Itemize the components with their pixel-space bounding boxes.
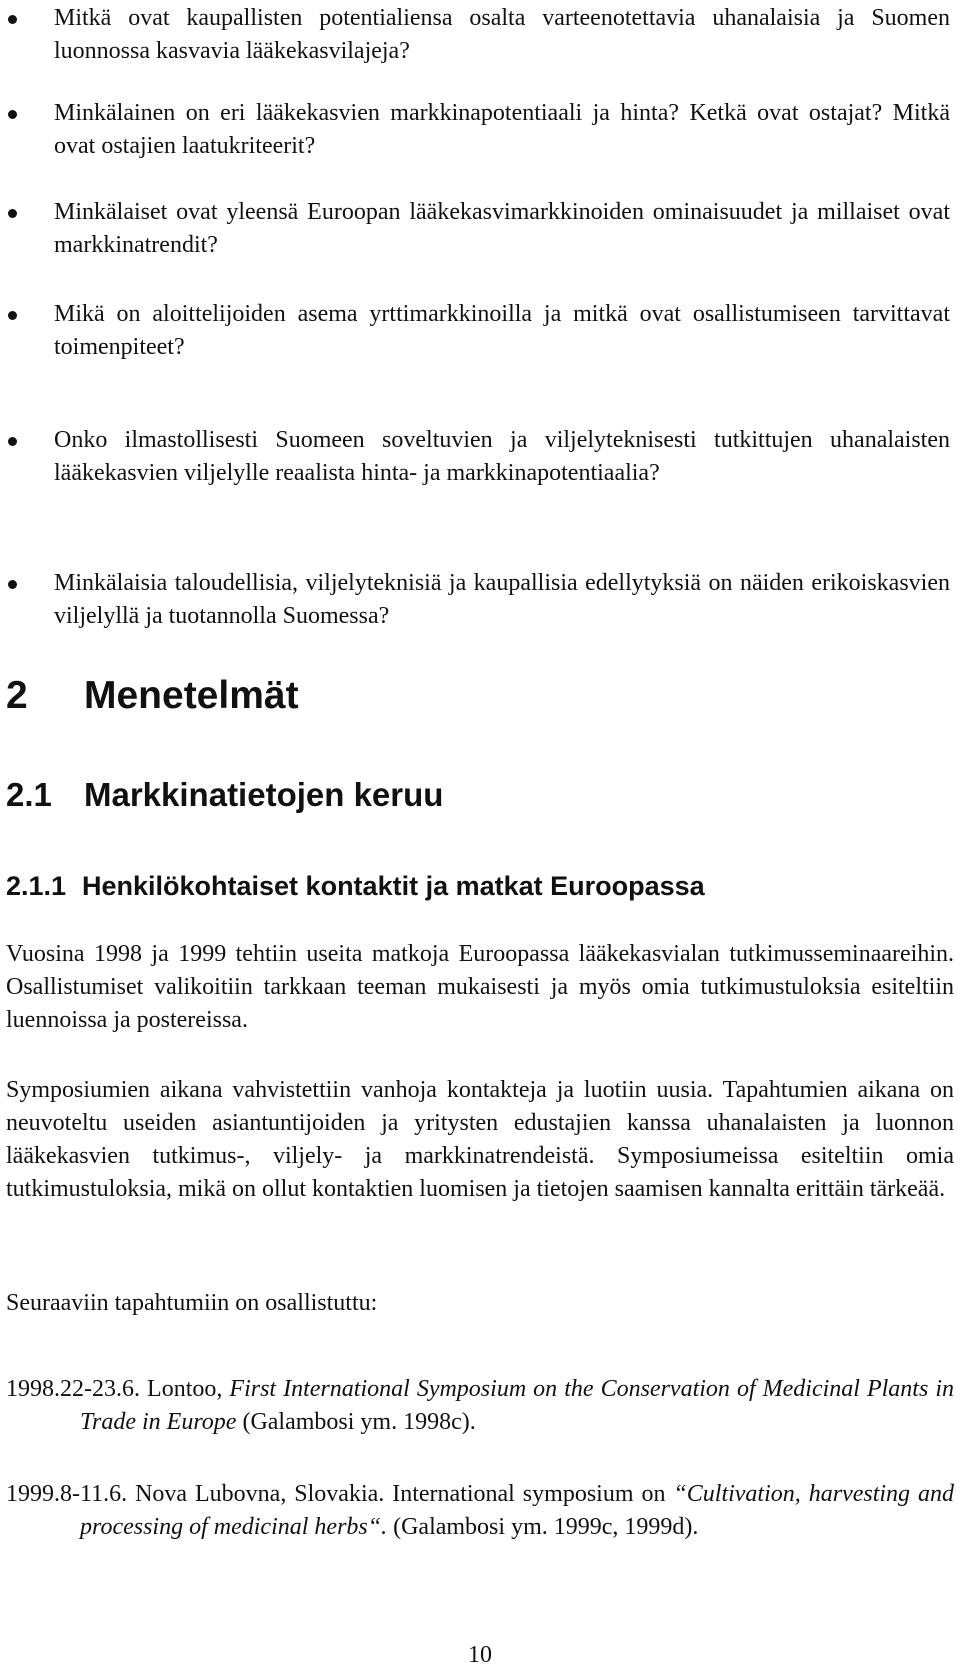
list-item-text: Mitkä ovat kaupallisten potentialiensa osalta varteenotettavia uhanalaisia ja Suomen luonnossa kasvavia lääkekasvilajeja?: [54, 5, 950, 64]
reference-citation: (Galambosi ym. 1998c).: [242, 1409, 476, 1435]
bullet-icon: [8, 437, 17, 446]
body-paragraph: Seuraaviin tapahtumiin on osallistuttu:: [6, 1290, 378, 1316]
reference-place: Lontoo,: [147, 1376, 223, 1402]
list-item-text: Minkälaiset ovat yleensä Euroopan lääkekasvimarkkinoiden ominaisuudet ja millaiset ovat markkinatrendit?: [54, 199, 950, 258]
reference-place: Nova Lubovna, Slovakia. International symposium on: [135, 1481, 666, 1507]
section-title: Menetelmät: [84, 674, 299, 717]
bullet-icon: [8, 15, 17, 24]
body-paragraph: Vuosina 1998 ja 1999 tehtiin useita matkoja Euroopassa lääkekasvialan tutkimusseminaareihin. Osallistumiset valikoitiin tarkkaan teeman mukaisesti ja myös omia tutkimustuloksia esiteltiin luennoissa ja postereissa.: [6, 941, 954, 1033]
reference-entry: [6, 1373, 954, 1439]
bullet-icon: [8, 209, 17, 218]
reference-citation: (Galambosi ym. 1999c, 1999d).: [393, 1514, 699, 1540]
list-item-text: Minkälainen on eri lääkekasvien markkinapotentiaali ja hinta? Ketkä ovat ostajat? Mitkä ovat ostajien laatukriteerit?: [54, 100, 950, 159]
list-item-text: Onko ilmastollisesti Suomeen soveltuvien ja viljelyteknisesti tutkittujen uhanalaisten lääkekasvien viljelylle reaalista hinta- ja markkinapotentiaalia?: [54, 427, 950, 486]
subsection-heading: [6, 775, 443, 815]
reference-title: First International Symposium on the Conservation of Medicinal Plants in Trade in Europe: [80, 1376, 955, 1435]
reference-title: “Cultivation, harvesting and processing of medicinal herbs“.: [80, 1481, 955, 1540]
subsubsection-title: Henkilökohtaiset kontaktit ja matkat Euroopassa: [82, 871, 705, 901]
bullet-icon: [8, 580, 17, 589]
list-item-text: Mikä on aloittelijoiden asema yrttimarkkinoilla ja mitkä ovat osallistumiseen tarvittavat toimenpiteet?: [54, 301, 950, 360]
bullet-icon: [8, 311, 17, 320]
section-number: 2: [6, 674, 28, 717]
subsection-title: Markkinatietojen keruu: [84, 776, 444, 813]
subsubsection-heading: [6, 869, 705, 903]
subsection-number: 2.1: [6, 776, 52, 813]
list-item-text: Minkälaisia taloudellisia, viljelyteknisiä ja kaupallisia edellytyksiä on näiden erikoiskasvien viljelyllä ja tuotannolla Suomessa?: [54, 570, 950, 629]
page-number: 10: [468, 1642, 492, 1668]
reference-date: 1999.8-11.6.: [6, 1481, 128, 1507]
bullet-icon: [8, 110, 17, 119]
subsubsection-number: 2.1.1: [6, 871, 67, 901]
reference-entry: [6, 1478, 954, 1544]
body-paragraph: Symposiumien aikana vahvistettiin vanhoja kontakteja ja luotiin uusia. Tapahtumien aikana on neuvoteltu useiden asiantuntijoiden ja yritysten edustajien kanssa uhanalaisten ja luonnon lääkekasvien tutkimus-, viljely- ja markkinatrendeistä. Symposiumeissa esiteltiin omia tutkimustuloksia, mikä on ollut kontaktien luomisen ja tietojen saamisen kannalta erittäin tärkeää.: [6, 1077, 954, 1202]
reference-date: 1998.22-23.6.: [6, 1376, 140, 1402]
section-heading: [6, 673, 299, 719]
